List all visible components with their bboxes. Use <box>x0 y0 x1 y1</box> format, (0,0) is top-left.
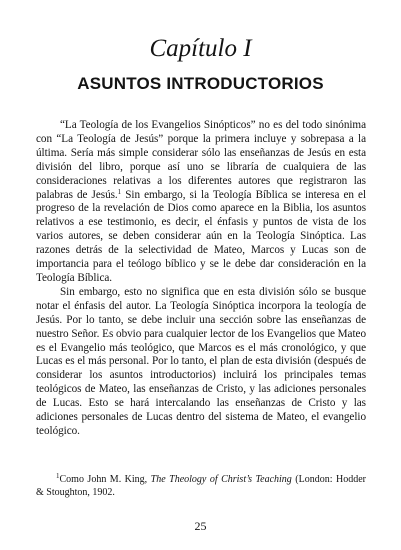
body-text <box>36 119 366 439</box>
paragraph-2: Sin embargo, esto no significa que en esta división sólo se busque notar el énfasis del autor. La Teología Sinóptica incorpora la teología de Jesús. Por lo tanto, se debe incluir una sección sobre las enseñanzas de nuestro Señor. Es obvio para cualquier lector de los Evangelios que Mateo es el Evangelio más teológico, que Marcos es el más cronológico, y que Lucas es el más personal. Por lo tanto, el plan de esta división (después de considerar los asuntos introductorios) incluirá los principales temas teológicos de Mateo, las enseñanzas de Cristo, y las adiciones personales de Lucas. Esto se hará intercalando las enseñanzas de Cristo y las adiciones personales de Lucas dentro del sistema de Mateo, el evangelio teológico. <box>36 285 366 437</box>
footnote-text-a: Como John M. King, <box>59 474 151 485</box>
footnote <box>36 474 366 499</box>
paragraph-1 <box>36 119 366 286</box>
footnote-reference: 1 <box>117 187 122 196</box>
footnote-text-b: (London: Hodder & Stoughton, 1902. <box>36 474 366 498</box>
section-title: ASUNTOS INTRODUCTORIOS <box>77 74 324 93</box>
paragraph-1-text-a: “La Teología de los Evangelios Sinópticos” no es del todo sinónima con “La Teología de Jesús” porque la primera incluye y sobrepasa a la última. Sería más simple considerar sólo las enseñanzas de Jesús en esta división del libro, porque así uno se libraría de cualquiera de las consideraciones relativas a los diferentes autores que registraron las palabras de Jesús. <box>36 119 366 201</box>
page-number: 25 <box>194 519 207 533</box>
paragraph-1-text-b: Sin embargo, si la Teología Bíblica se interesa en el progreso de la revelación de Dios como aparece en la Biblia, los asuntos relativos a ese testimonio, es decir, el énfasis y puntos de vista de los varios autores, se deben considerar aún en la Teología Sinóptica. Las razones detrás de la selectividad de Mateo, Marcos y Lucas son de importancia para el teólogo bíblico y se le debe dar consideración en la Teología Bíblica. <box>36 188 366 284</box>
footnote-marker: 1 <box>56 472 60 480</box>
footnote-book-title: The Theology of Christ’s Teaching <box>150 474 292 485</box>
chapter-title: Capítulo I <box>149 35 252 62</box>
